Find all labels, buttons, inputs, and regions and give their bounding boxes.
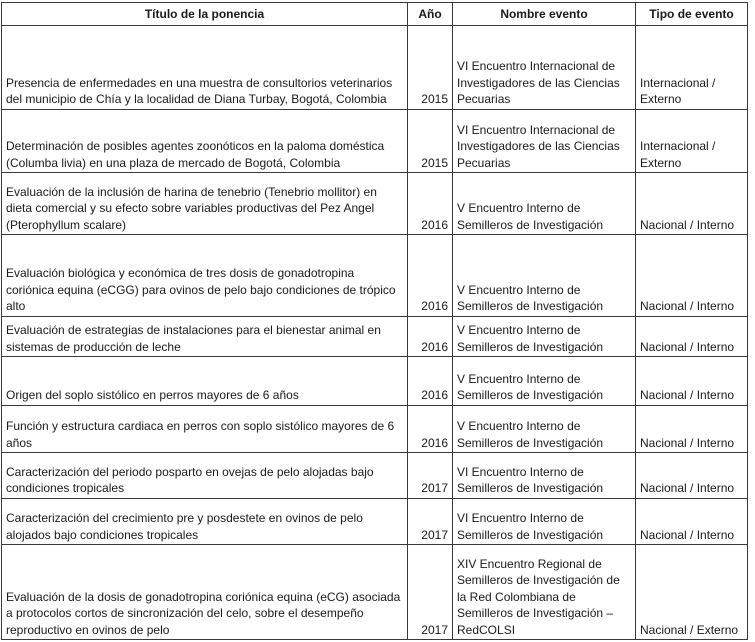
cell-type: Internacional / Externo <box>636 26 748 110</box>
cell-event: V Encuentro Interno de Semilleros de Investigación <box>453 405 636 452</box>
cell-year: 2016 <box>408 235 453 317</box>
cell-year: 2016 <box>408 173 453 235</box>
cell-event: VI Encuentro Interno de Semilleros de Investigación <box>453 498 636 544</box>
cell-type: Nacional / Interno <box>636 405 748 452</box>
table-row <box>2 235 748 317</box>
table-row <box>2 173 748 235</box>
cell-event: VI Encuentro Interno de Semilleros de Investigación <box>453 453 636 498</box>
cell-type: Nacional / Externo <box>636 545 748 640</box>
cell-year: 2016 <box>408 316 453 356</box>
table-row <box>2 109 748 173</box>
table-row <box>2 545 748 640</box>
cell-year: 2017 <box>408 453 453 498</box>
cell-year: 2016 <box>408 405 453 452</box>
cell-type: Internacional / Externo <box>636 109 748 173</box>
cell-event: V Encuentro Interno de Semilleros de Investigación <box>453 235 636 317</box>
cell-title: Evaluación biológica y económica de tres dosis de gonadotropina coriónica equina (eCGG) para ovinos de pelo bajo condiciones de trópico alto <box>2 235 408 317</box>
cell-event: XIV Encuentro Regional de Semilleros de Investigación de la Red Colombiana de Semilleros de Investigación – RedCOLSI <box>453 545 636 640</box>
cell-year: 2016 <box>408 357 453 405</box>
table-row <box>2 357 748 405</box>
cell-title: Evaluación de estrategias de instalaciones para el bienestar animal en sistemas de producción de leche <box>2 316 408 356</box>
cell-title: Evaluación de la inclusión de harina de tenebrio (Tenebrio mollitor) en dieta comercial y su efecto sobre variables productivas del Pez Angel (Pterophyllum scalare) <box>2 173 408 235</box>
table-row <box>2 26 748 110</box>
header-nombre-evento: Nombre evento <box>453 3 636 26</box>
cell-event: V Encuentro Interno de Semilleros de Investigación <box>453 316 636 356</box>
cell-year: 2015 <box>408 26 453 110</box>
header-anio: Año <box>408 3 453 26</box>
cell-type: Nacional / Interno <box>636 173 748 235</box>
cell-type: Nacional / Interno <box>636 316 748 356</box>
table-row <box>2 453 748 498</box>
cell-event: V Encuentro Interno de Semilleros de Investigación <box>453 173 636 235</box>
cell-title: Caracterización del periodo posparto en ovejas de pelo alojadas bajo condiciones tropicales <box>2 453 408 498</box>
cell-title: Función y estructura cardiaca en perros con soplo sistólico mayores de 6 años <box>2 405 408 452</box>
cell-title: Evaluación de la dosis de gonadotropina coriónica equina (eCG) asociada a protocolos cortos de sincronización del celo, sobre el desempeño reproductivo en ovinos de pelo <box>2 545 408 640</box>
cell-title: Origen del soplo sistólico en perros mayores de 6 años <box>2 357 408 405</box>
cell-event: VI Encuentro Internacional de Investigadores de las Ciencias Pecuarias <box>453 26 636 110</box>
table-row <box>2 498 748 544</box>
cell-title: Determinación de posibles agentes zoonóticos en la paloma doméstica (Columba livia) en una plaza de mercado de Bogotá, Colombia <box>2 109 408 173</box>
header-titulo: Título de la ponencia <box>2 3 408 26</box>
table-row <box>2 316 748 356</box>
cell-type: Nacional / Interno <box>636 235 748 317</box>
ponencias-table <box>1 2 748 640</box>
cell-year: 2015 <box>408 109 453 173</box>
cell-type: Nacional / Interno <box>636 357 748 405</box>
cell-title: Presencia de enfermedades en una muestra de consultorios veterinarios del municipio de Chía y la localidad de Diana Turbay, Bogotá, Colombia <box>2 26 408 110</box>
header-row <box>2 3 748 26</box>
cell-event: VI Encuentro Internacional de Investigadores de las Ciencias Pecuarias <box>453 109 636 173</box>
cell-type: Nacional / Interno <box>636 453 748 498</box>
header-tipo-evento: Tipo de evento <box>636 3 748 26</box>
cell-title: Caracterización del crecimiento pre y posdestete en ovinos de pelo alojados bajo condiciones tropicales <box>2 498 408 544</box>
cell-type: Nacional / Interno <box>636 498 748 544</box>
cell-year: 2017 <box>408 498 453 544</box>
cell-event: V Encuentro Interno de Semilleros de Investigación <box>453 357 636 405</box>
cell-year: 2017 <box>408 545 453 640</box>
table-row <box>2 405 748 452</box>
